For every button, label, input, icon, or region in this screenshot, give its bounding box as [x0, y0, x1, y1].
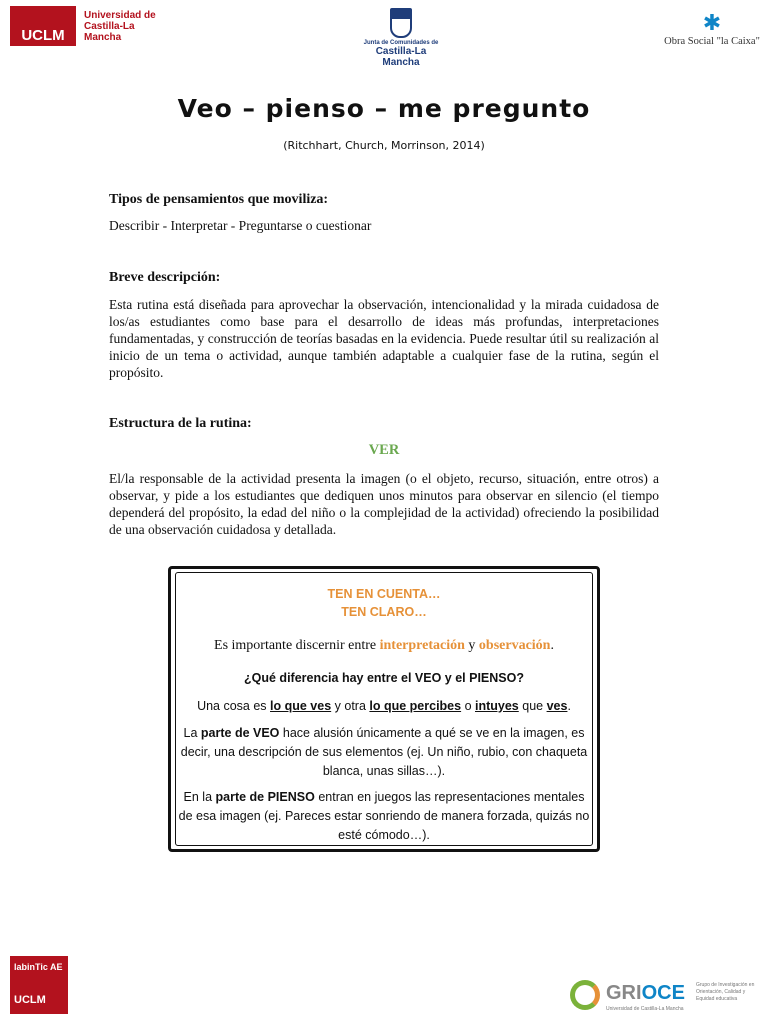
jccm-line1: Junta de Comunidades de: [363, 40, 439, 46]
descripcion-text: Esta rutina está diseñada para aprovechar la observación, intencionalidad y la mirada cuidadosa de los/as estudiantes como base para el desarrollo de ideas más profundas, interpretaciones fundamentadas, y construcción de teorías basadas en la evidencia. Puede resultar útil su realización al inicio de un tema o actividad, aunque también adaptable a cualquier fase de la rutina, según el propósito.: [109, 297, 659, 380]
grioce-logo: GRIOCE Universidad de Castilla-La Mancha Grupo de Investigación en Orientación, Calidad y Equidad educativa: [570, 980, 760, 1014]
grioce-ring-icon: [570, 980, 600, 1010]
uclm-name: Universidad de Castilla-La Mancha: [84, 10, 156, 43]
star-icon: ✱: [702, 10, 722, 35]
citation: (Ritchhart, Church, Morrinson, 2014): [283, 139, 485, 152]
caixa-logo: [662, 10, 762, 47]
jccm-logo: [356, 8, 446, 68]
tipos-heading: Tipos de pensamientos que moviliza:: [109, 192, 329, 207]
ver-text: El/la responsable de la actividad presenta la imagen (o el objeto, recurso, situación, entre otros) a observar, y pide a los estudiantes que dediquen unos minutos para observar en silencio (el tiempo dependerá del propósito, la edad del niño o la complejidad de la actividad) ofreciendo la posibilidad de una observación cuidadosa y detallada.: [109, 471, 659, 537]
box-paragraph-3: La parte de VEO hace alusión únicamente a qué se ve en la imagen, es decir, una descripción de sus elementos (ej. Un niño, rubio, con chaqueta blanca, unas sillas…).: [180, 726, 588, 778]
ver-label: VER: [368, 442, 400, 458]
labintic-logo: labinTic AE UCLM: [10, 956, 68, 1014]
box-paragraph-2: Una cosa es lo que ves y otra lo que percibes o intuyes que ves.: [197, 699, 571, 713]
page-title: Veo – pienso – me pregunto: [177, 94, 591, 123]
box-question: ¿Qué diferencia hay entre el VEO y el PIENSO?: [244, 671, 524, 685]
box-paragraph-4: En la parte de PIENSO entran en juegos las representaciones mentales de esa imagen (ej. Pareces estar sonriendo de manera forzada, quizás no esté cómodo…).: [178, 790, 590, 842]
jccm-line2: Castilla-La Mancha: [375, 46, 427, 68]
estructura-heading: Estructura de la rutina:: [109, 416, 252, 431]
descripcion-heading: Breve descripción:: [109, 270, 221, 285]
box-line2: TEN CLARO…: [341, 605, 427, 619]
box-paragraph-1: Es importante discernir entre interpretación y observación.: [214, 638, 554, 653]
tipos-text: Describir - Interpretar - Preguntarse o cuestionar: [109, 218, 372, 233]
box-line1: TEN EN CUENTA…: [327, 587, 441, 601]
shield-icon: [390, 8, 412, 38]
caixa-text: Obra Social "la Caixa": [664, 36, 760, 47]
uclm-logo: UCLM: [10, 6, 76, 46]
